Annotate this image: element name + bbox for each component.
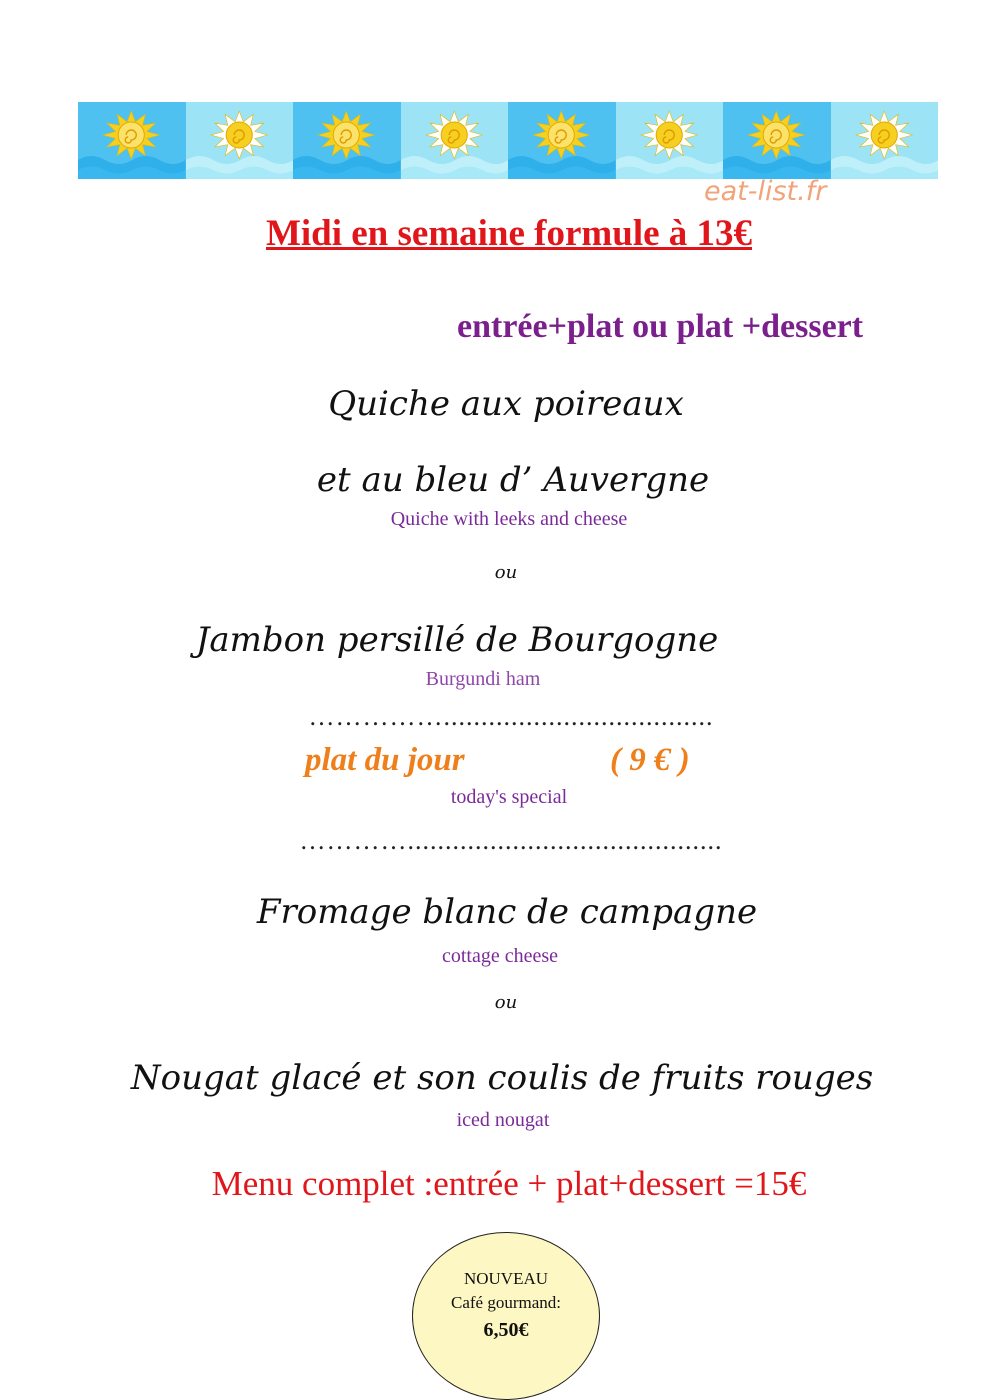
dotted-separator-2: ………….......................................... [299,826,723,855]
full-menu-price: Menu complet :entrée + plat+dessert =15€ [211,1164,807,1203]
starter-dish-1-line-2: et au bleu d’ Auvergne [316,460,710,500]
plat-du-jour-translation: today's special [450,786,568,808]
dessert-dish-2-translation: iced nougat [456,1109,550,1131]
starter-dish-1-line-1: Quiche aux poireaux [328,384,684,424]
starter-dish-2: Jambon persillé de Bourgogne [195,620,719,660]
watermark: eat-list.fr [704,176,827,207]
formula-subtitle: entrée+plat ou plat +dessert [457,308,864,345]
sun-banner [78,102,938,179]
starter-dish-1-translation: Quiche with leeks and cheese [390,508,628,530]
sun-icon [616,102,724,179]
badge-item-label: Café gourmand: [451,1293,561,1312]
sun-icon [186,102,294,179]
badge-price: 6,50€ [483,1319,529,1341]
sun-icon [723,102,831,179]
dessert-dish-1: Fromage blanc de campagne [256,892,758,932]
cafe-gourmand-badge [412,1232,600,1400]
plat-du-jour-price: ( 9 € ) [610,742,690,778]
sun-icon [401,102,509,179]
dessert-dish-1-translation: cottage cheese [441,945,559,967]
badge-new-label: NOUVEAU [463,1269,549,1288]
dotted-separator-1: …………….................................... [308,702,714,731]
menu-title: Midi en semaine formule à 13€ [265,213,753,254]
sun-icon [831,102,939,179]
plat-du-jour-label: plat du jour [305,742,465,778]
or-separator-starters: ou [494,562,518,583]
starter-dish-2-translation: Burgundi ham [425,668,541,690]
or-separator-desserts: ou [494,992,518,1013]
sun-icon [78,102,186,179]
sun-icon [508,102,616,179]
sun-icon [293,102,401,179]
dessert-dish-2: Nougat glacé et son coulis de fruits rouges [130,1058,874,1098]
